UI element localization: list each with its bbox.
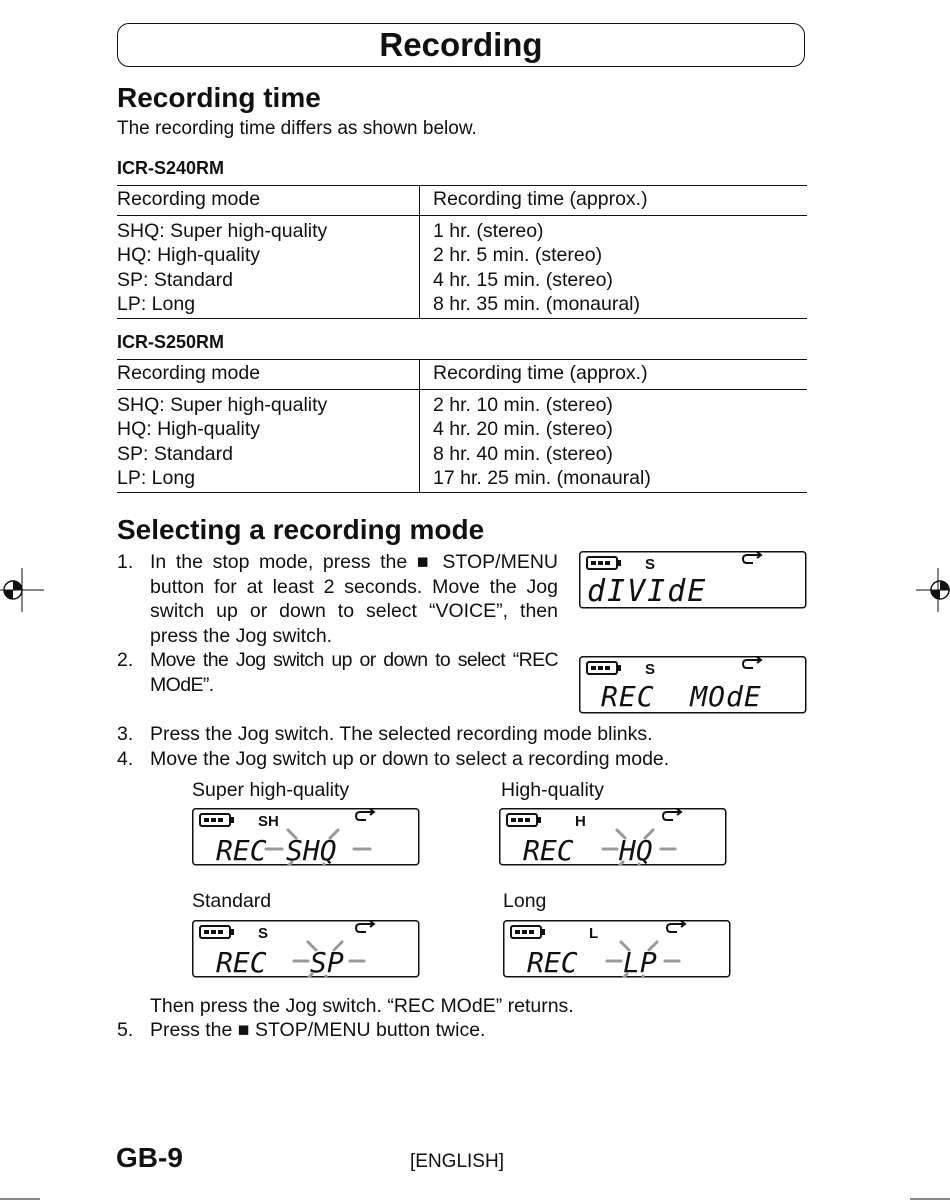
mode-indicator: S: [645, 661, 656, 678]
lcd-display-shq: [192, 808, 420, 866]
table-cell: 1 hr. (stereo): [433, 219, 544, 242]
registration-mark-icon: [0, 568, 44, 612]
table-cell: HQ: High-quality: [117, 243, 420, 268]
table-row: [117, 389, 807, 417]
table-cell: 2 hr. 5 min. (stereo): [433, 244, 603, 266]
table-row: [117, 466, 807, 492]
table-row: [117, 442, 807, 467]
table-cell: HQ: High-quality: [117, 417, 420, 442]
table-cell: LP: Long: [117, 292, 420, 318]
table-cell: SP: Standard: [117, 268, 420, 293]
table-cell: SP: Standard: [117, 442, 420, 467]
step-number: 2.: [117, 649, 134, 671]
lcd-display-rec-mode: [579, 656, 807, 714]
step-2: [117, 648, 558, 700]
mode-label-sp: Standard: [192, 890, 272, 912]
table-row: [117, 268, 807, 293]
step-3: [117, 722, 817, 748]
recording-time-heading: Recording time: [117, 82, 321, 113]
table-row: [117, 243, 807, 268]
registration-mark-icon: [916, 568, 950, 612]
lcd-display-lp: [503, 920, 731, 978]
step-text: Move the Jog switch up or down to select “REC MOdE”.: [150, 649, 558, 696]
column-header-time: Recording time (approx.): [433, 362, 648, 384]
mode-indicator: SH: [258, 813, 279, 830]
column-header-time: Recording time (approx.): [433, 188, 648, 210]
step-4-followup: Then press the Jog switch. “REC MOdE” returns.: [150, 995, 574, 1017]
language-label: [ENGLISH]: [410, 1151, 504, 1172]
table-cell: 17 hr. 25 min. (monaural): [433, 467, 651, 489]
table-row: [117, 292, 807, 318]
table-cell: SHQ: Super high-quality: [117, 215, 420, 243]
column-header-mode: Recording mode: [117, 360, 420, 390]
step-5: [117, 1018, 817, 1044]
lcd-display-divide: [579, 551, 807, 609]
table-cell: 4 hr. 15 min. (stereo): [433, 268, 613, 291]
model-label-1: ICR-S240RM: [117, 158, 225, 178]
selecting-mode-heading: Selecting a recording mode: [117, 514, 485, 545]
table-cell: 2 hr. 10 min. (stereo): [433, 393, 613, 416]
table-cell: 8 hr. 35 min. (monaural): [433, 293, 641, 315]
page-title: Recording: [379, 26, 543, 63]
table-cell: 8 hr. 40 min. (stereo): [433, 442, 613, 465]
step-text: Press the Jog switch. The selected recording mode blinks.: [150, 723, 653, 745]
table-cell: SHQ: Super high-quality: [117, 389, 420, 417]
mode-indicator: S: [258, 925, 269, 942]
lcd-text-left: REC: [216, 946, 267, 978]
step-text: Move the Jog switch up or down to select a recording mode.: [150, 748, 670, 770]
lcd-text-value: SHQ: [286, 834, 337, 866]
crop-marks-icon: [0, 1196, 950, 1204]
page-title-banner: [117, 23, 805, 67]
lcd-text: REC MOdE: [601, 680, 762, 713]
step-number: 3.: [117, 723, 134, 745]
lcd-display-hq: [499, 808, 727, 866]
mode-indicator: S: [645, 556, 656, 573]
recording-time-table-2: [117, 359, 807, 493]
mode-indicator: H: [575, 813, 586, 830]
page-number: GB-9: [116, 1142, 183, 1173]
lcd-text-left: REC: [523, 834, 574, 866]
lcd-text: dIVIdE: [587, 574, 708, 609]
table-cell: LP: Long: [117, 466, 420, 492]
step-number: 5.: [117, 1019, 134, 1041]
table-row: [117, 215, 807, 243]
step-text: In the stop mode, press the ■ STOP/MENU button for at least 2 seconds. Move the Jog switch up or down to select “VOICE”, then press the Jog switch.: [150, 551, 558, 647]
step-number: 4.: [117, 748, 134, 770]
lcd-display-sp: [192, 920, 420, 978]
recording-time-intro: The recording time differs as shown below.: [117, 118, 477, 139]
model-label-2: ICR-S250RM: [117, 332, 225, 352]
lcd-text-left: REC: [216, 834, 267, 866]
lcd-text-value: LP: [623, 946, 657, 978]
step-number: 1.: [117, 551, 134, 573]
lcd-text-left: REC: [527, 946, 578, 978]
lcd-text-value: HQ: [619, 834, 653, 866]
lcd-text-value: SP: [310, 946, 344, 978]
table-cell: 4 hr. 20 min. (stereo): [433, 418, 613, 440]
step-4: [117, 747, 817, 773]
recording-time-table-1: [117, 185, 807, 319]
mode-label-hq: High-quality: [501, 779, 604, 801]
step-1: [117, 550, 558, 650]
column-header-mode: Recording mode: [117, 186, 420, 216]
mode-label-shq: Super high-quality: [192, 779, 350, 801]
mode-label-lp: Long: [503, 890, 547, 912]
mode-indicator: L: [589, 925, 599, 942]
table-row: [117, 417, 807, 442]
step-text: Press the ■ STOP/MENU button twice.: [150, 1019, 486, 1041]
